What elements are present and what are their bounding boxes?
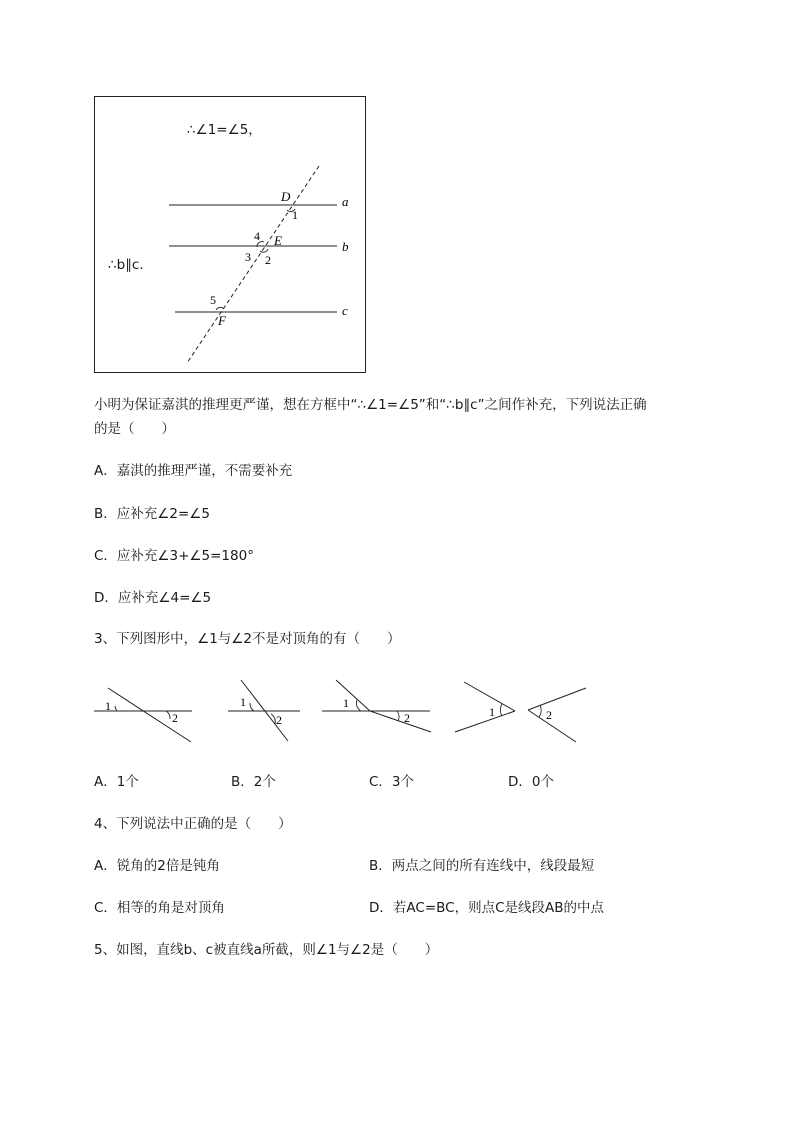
line-b-label: b <box>342 239 349 254</box>
angle-4-label: 4 <box>254 229 260 243</box>
angle-3-label: 3 <box>245 250 251 264</box>
q2-option-d: D．应补充∠4=∠5 <box>94 590 212 606</box>
transversal-line <box>187 166 319 363</box>
svg-text:1: 1 <box>489 705 495 719</box>
svg-text:1: 1 <box>343 696 349 710</box>
q3-figure-3 <box>322 680 431 732</box>
q2-stem-line1: 小明为保证嘉淇的推理更严谨，想在方框中“∴∠1=∠5”和“∴b∥c”之间作补充，下列说法正确 <box>94 397 647 413</box>
q3-figure-2 <box>228 680 300 741</box>
q3-figure-4 <box>455 682 586 742</box>
q2-option-a: A．嘉淇的推理严谨，不需要补充 <box>94 463 293 479</box>
q3-option-c: C．3个 <box>369 774 415 790</box>
q4-stem: 4、下列说法中正确的是（ ） <box>94 816 292 832</box>
parallel-lines-diagram <box>0 0 794 420</box>
point-D-label: D <box>281 189 291 204</box>
q3-stem: 3、下列图形中，∠1与∠2不是对顶角的有（ ） <box>94 631 401 647</box>
line-a-label: a <box>342 194 349 209</box>
angle-2-label: 2 <box>265 253 271 267</box>
q3-option-d: D．0个 <box>508 774 554 790</box>
point-E-label: E <box>274 233 282 248</box>
svg-text:1: 1 <box>105 699 111 713</box>
svg-text:2: 2 <box>546 708 552 722</box>
q4-option-b: B．两点之间的所有连线中，线段最短 <box>369 858 595 874</box>
q4-option-d: D．若AC=BC，则点C是线段AB的中点 <box>369 900 605 916</box>
svg-text:2: 2 <box>404 711 410 725</box>
q3-option-a: A．1个 <box>94 774 139 790</box>
proof-conclusion-1: ∴∠1=∠5， <box>187 122 262 138</box>
proof-conclusion-2: ∴b∥c． <box>108 257 153 273</box>
svg-text:2: 2 <box>276 713 282 727</box>
point-F-label: F <box>218 313 226 328</box>
q5-stem: 5、如图，直线b、c被直线a所截，则∠1与∠2是（ ） <box>94 942 439 958</box>
angle-5-label: 5 <box>210 293 216 307</box>
q3-figures <box>0 670 794 750</box>
svg-text:2: 2 <box>172 711 178 725</box>
angle-1-label: 1 <box>292 208 298 222</box>
q2-stem-line2: 的是（ ） <box>94 421 175 437</box>
line-c-label: c <box>342 303 348 318</box>
q2-option-c: C．应补充∠3+∠5=180° <box>94 548 254 564</box>
q4-option-c: C．相等的角是对顶角 <box>94 900 225 916</box>
svg-text:1: 1 <box>240 695 246 709</box>
q3-figure-1 <box>94 688 192 742</box>
q3-option-b: B．2个 <box>231 774 276 790</box>
q4-option-a: A．锐角的2倍是钝角 <box>94 858 220 874</box>
q2-option-b: B．应补充∠2=∠5 <box>94 506 210 522</box>
